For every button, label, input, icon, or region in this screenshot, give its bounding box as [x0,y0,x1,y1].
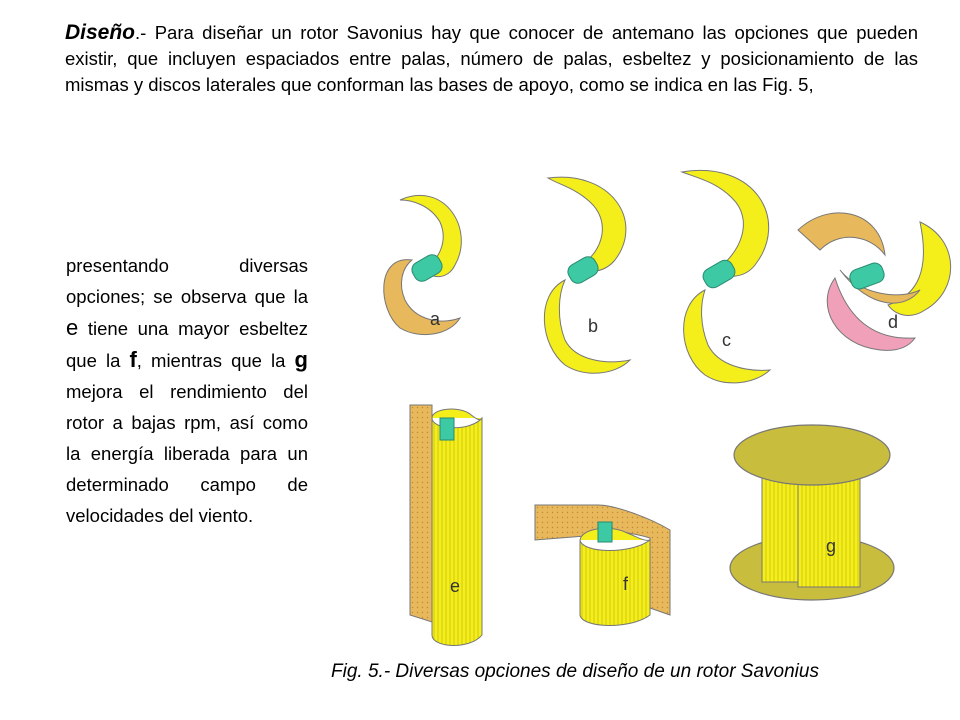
label-g: g [826,536,837,556]
label-c: c [722,330,731,350]
rotor-e [410,405,482,646]
letter-e: e [66,315,79,340]
rotor-a [384,195,462,334]
rotor-c [682,170,770,382]
section-title: Diseño [65,21,136,44]
rotor-d [798,213,951,350]
rotor-b [544,177,630,373]
intro-body: .- Para diseñar un rotor Savonius hay que conocer de antemano las opciones que pueden existir, que incluyen espaciados entre palas, número de palas, esbeltez y posicionamiento de las mismas y discos laterales que conforman las bases de apoyo, como se indica en las Fig. 5, [65,22,918,95]
rotor-g [730,425,894,600]
label-e: e [450,576,461,596]
side-text-3: , mientras que la [136,350,295,371]
letter-g: g [294,347,308,372]
side-paragraph [66,250,308,531]
savonius-figure [360,160,960,660]
figure-caption: Fig. 5.- Diversas opciones de diseño de un rotor Savonius [331,661,819,682]
side-text-4: mejora el rendimiento del rotor a bajas rpm, así como la energía liberada para un determinado campo de velocidades del viento. [66,381,308,526]
intro-paragraph [65,20,918,98]
label-a: a [430,309,441,329]
label-f: f [623,574,629,594]
side-text-2: tiene una mayor esbeltez que la [66,318,308,371]
letter-f: f [129,347,137,372]
label-d: d [888,312,899,332]
label-b: b [588,316,599,336]
rotor-f [535,505,670,626]
side-text-1: presentando diversas opciones; se observa que la [66,255,308,307]
